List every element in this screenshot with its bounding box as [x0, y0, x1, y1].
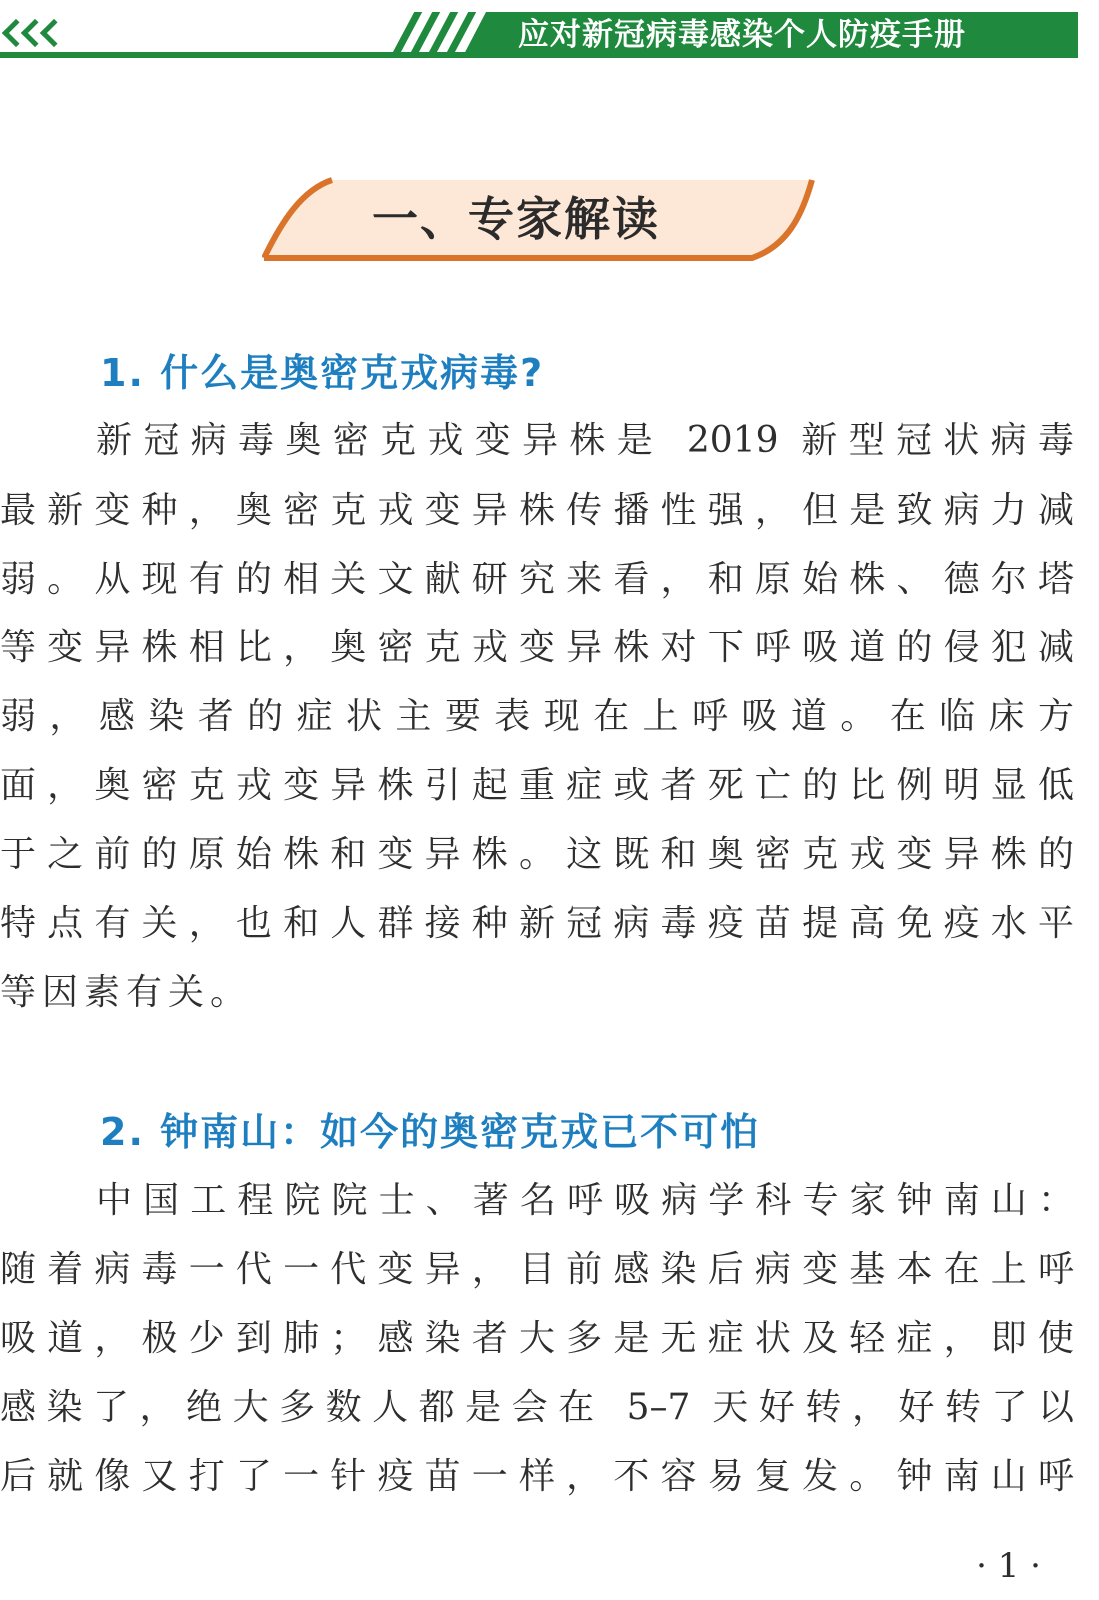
chevrons-left-icon	[6, 16, 63, 50]
paragraph-line: 弱，感染者的症状主要表现在上呼吸道。在临床方	[0, 696, 1074, 737]
page-header	[0, 0, 1099, 62]
paragraph-line: 新冠病毒奥密克戎变异株是 2019 新型冠状病毒	[96, 420, 1074, 461]
article-heading-1: 1. 什么是奥密克戎病毒?	[100, 351, 545, 395]
paragraph-line: 面，奥密克戎变异株引起重症或者死亡的比例明显低	[0, 765, 1074, 806]
paragraph-line: 吸道，极少到肺；感染者大多是无症状及轻症，即使	[0, 1318, 1074, 1359]
page-number: · 1 ·	[976, 1546, 1041, 1586]
book-title: 应对新冠病毒感染个人防疫手册	[518, 17, 966, 53]
paragraph-line: 中国工程院院士、著名呼吸病学科专家钟南山：	[96, 1180, 1074, 1221]
paragraph-line: 随着病毒一代一代变异，目前感染后病变基本在上呼	[0, 1249, 1074, 1290]
article-heading-2: 2. 钟南山：如今的奥密克戎已不可怕	[100, 1110, 761, 1154]
paragraph-line: 后就像又打了一针疫苗一样，不容易复发。钟南山呼	[0, 1456, 1074, 1497]
paragraph-line: 特点有关，也和人群接种新冠病毒疫苗提高免疫水平	[0, 903, 1074, 944]
section-title: 一、专家解读	[372, 192, 660, 246]
paragraph-line: 感染了，绝大多数人都是会在 5–7 天好转，好转了以	[0, 1387, 1074, 1428]
paragraph-line: 于之前的原始株和变异株。这既和奥密克戎变异株的	[0, 834, 1074, 875]
section-banner	[262, 176, 816, 262]
paragraph-line: 等变异株相比，奥密克戎变异株对下呼吸道的侵犯减	[0, 627, 1074, 668]
paragraph-line: 弱。从现有的相关文献研究来看，和原始株、德尔塔	[0, 559, 1074, 600]
paragraph-line: 等因素有关。	[0, 972, 253, 1013]
paragraph-line: 最新变种，奥密克戎变异株传播性强，但是致病力减	[0, 490, 1074, 531]
